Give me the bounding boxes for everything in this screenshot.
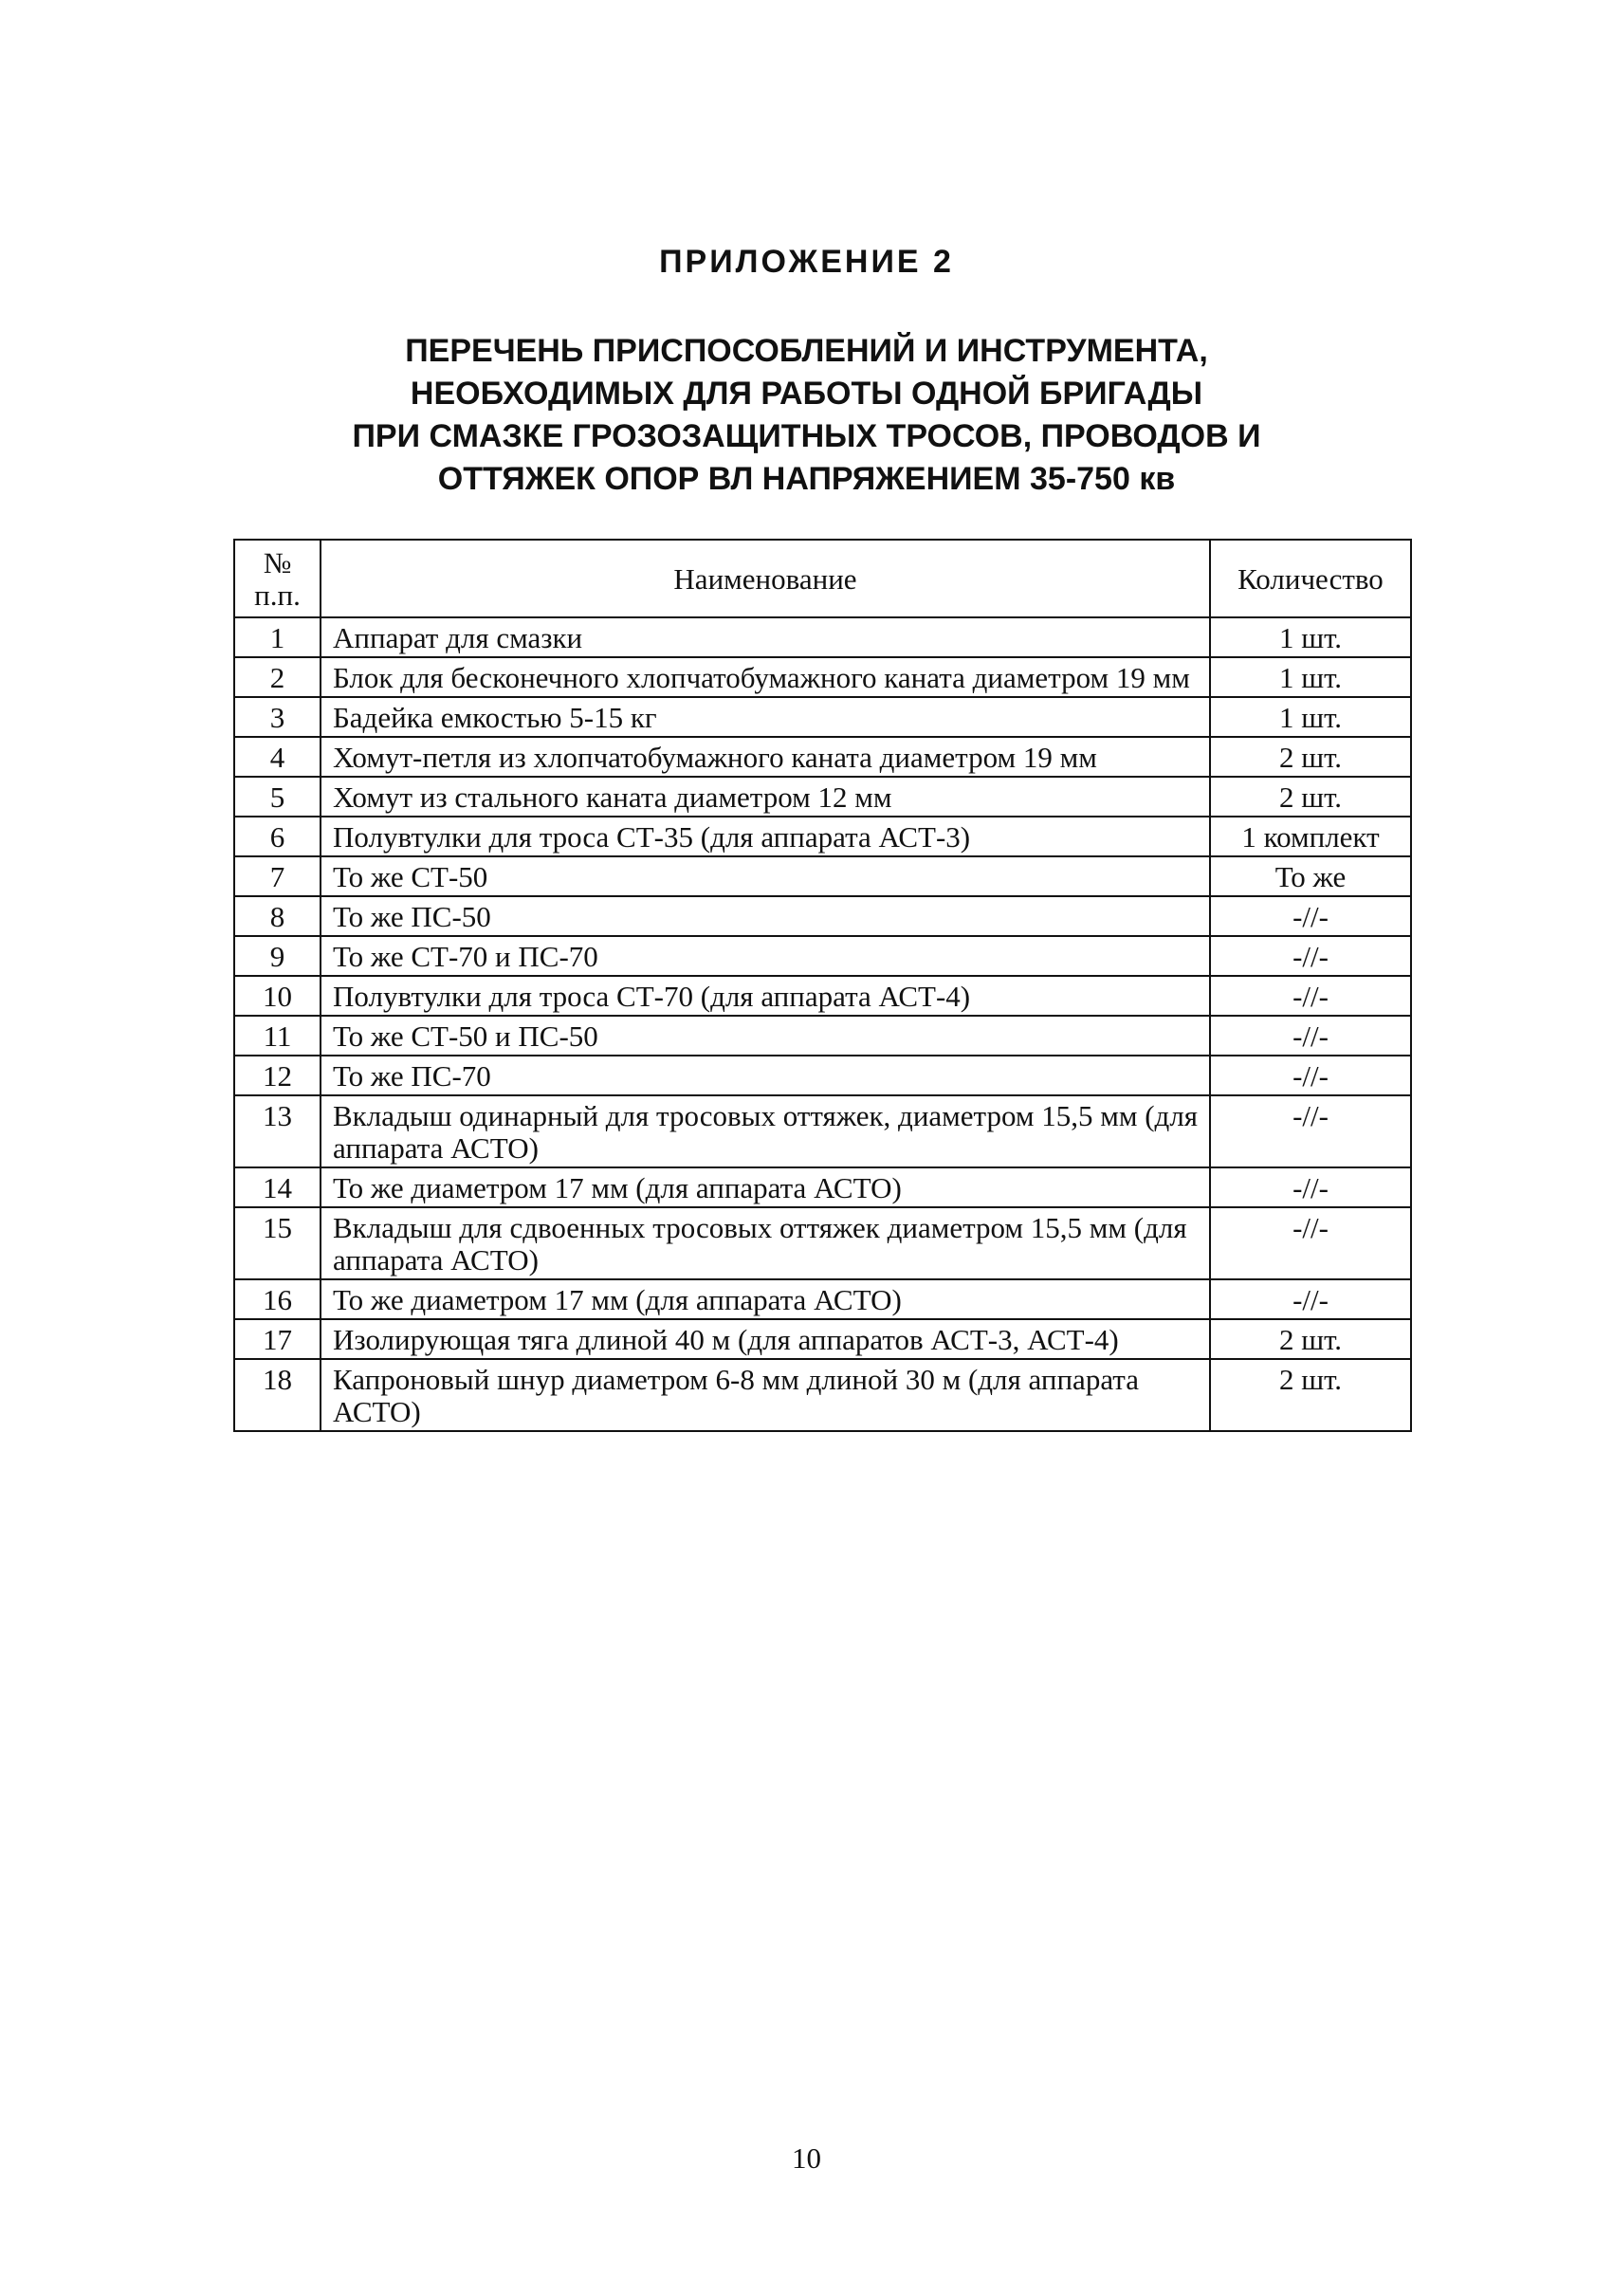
column-header-number-line2: п.п. — [254, 579, 301, 612]
row-number-cell: 17 — [234, 1319, 321, 1359]
row-number-cell: 4 — [234, 737, 321, 777]
row-name-cell: Хомут из стального каната диаметром 12 мм — [321, 777, 1210, 817]
table-row — [234, 617, 1411, 657]
row-quantity-cell: -//- — [1210, 1207, 1411, 1279]
row-name-cell: Хомут-петля из хлопчатобумажного каната диаметром 19 мм — [321, 737, 1210, 777]
row-number-cell: 6 — [234, 817, 321, 856]
document-heading — [0, 330, 1613, 501]
table-row — [234, 657, 1411, 697]
row-number-cell: 11 — [234, 1016, 321, 1056]
row-name-cell: Вкладыш одинарный для тросовых оттяжек, диаметром 15,5 мм (для аппарата АСТО) — [321, 1095, 1210, 1167]
table-row — [234, 737, 1411, 777]
table-row — [234, 1319, 1411, 1359]
row-quantity-cell: -//- — [1210, 936, 1411, 976]
table-row — [234, 896, 1411, 936]
row-name-cell: То же диаметром 17 мм (для аппарата АСТО) — [321, 1167, 1210, 1207]
row-quantity-cell: -//- — [1210, 1016, 1411, 1056]
row-number-cell: 7 — [234, 856, 321, 896]
table-row — [234, 697, 1411, 737]
heading-line: ПРИ СМАЗКЕ ГРОЗОЗАЩИТНЫХ ТРОСОВ, ПРОВОДОВ И — [352, 418, 1261, 454]
row-number-cell: 2 — [234, 657, 321, 697]
column-header-name: Наименование — [321, 540, 1210, 617]
row-name-cell: Аппарат для смазки — [321, 617, 1210, 657]
page-number: 10 — [792, 2141, 821, 2175]
table-row — [234, 1016, 1411, 1056]
row-number-cell: 15 — [234, 1207, 321, 1279]
table-body — [234, 617, 1411, 1431]
table-row — [234, 1056, 1411, 1095]
row-name-cell: То же диаметром 17 мм (для аппарата АСТО) — [321, 1279, 1210, 1319]
row-number-cell: 5 — [234, 777, 321, 817]
row-name-cell: Полувтулки для троса СТ-70 (для аппарата АСТ-4) — [321, 976, 1210, 1016]
table-row — [234, 1207, 1411, 1279]
table-row — [234, 777, 1411, 817]
row-number-cell: 3 — [234, 697, 321, 737]
row-number-cell: 12 — [234, 1056, 321, 1095]
row-name-cell: То же ПС-70 — [321, 1056, 1210, 1095]
appendix-label: ПРИЛОЖЕНИЕ 2 — [659, 244, 954, 280]
column-header-number-line1: № — [263, 546, 292, 579]
row-name-cell: Блок для бесконечного хлопчатобумажного каната диаметром 19 мм — [321, 657, 1210, 697]
row-quantity-cell: 2 шт. — [1210, 1319, 1411, 1359]
table-row — [234, 976, 1411, 1016]
row-number-cell: 18 — [234, 1359, 321, 1431]
row-quantity-cell: 1 шт. — [1210, 697, 1411, 737]
row-quantity-cell: 2 шт. — [1210, 777, 1411, 817]
row-quantity-cell: -//- — [1210, 1167, 1411, 1207]
row-name-cell: Полувтулки для троса СТ-35 (для аппарата АСТ-3) — [321, 817, 1210, 856]
equipment-table — [233, 539, 1412, 1432]
row-number-cell: 1 — [234, 617, 321, 657]
column-header-quantity: Количество — [1210, 540, 1411, 617]
table-row — [234, 1279, 1411, 1319]
heading-line: НЕОБХОДИМЫХ ДЛЯ РАБОТЫ ОДНОЙ БРИГАДЫ — [410, 376, 1203, 412]
row-name-cell: То же СТ-50 — [321, 856, 1210, 896]
row-number-cell: 14 — [234, 1167, 321, 1207]
row-quantity-cell: -//- — [1210, 1095, 1411, 1167]
row-quantity-cell: -//- — [1210, 1279, 1411, 1319]
row-number-cell: 13 — [234, 1095, 321, 1167]
row-name-cell: То же СТ-50 и ПС-50 — [321, 1016, 1210, 1056]
row-quantity-cell: 2 шт. — [1210, 737, 1411, 777]
equipment-table-container — [233, 539, 1410, 1432]
row-name-cell: Капроновый шнур диаметром 6-8 мм длиной 30 м (для аппарата АСТО) — [321, 1359, 1210, 1431]
table-row — [234, 1095, 1411, 1167]
table-row — [234, 856, 1411, 896]
row-number-cell: 8 — [234, 896, 321, 936]
row-quantity-cell: -//- — [1210, 976, 1411, 1016]
row-quantity-cell: То же — [1210, 856, 1411, 896]
row-number-cell: 16 — [234, 1279, 321, 1319]
row-number-cell: 9 — [234, 936, 321, 976]
row-name-cell: Бадейка емкостью 5-15 кг — [321, 697, 1210, 737]
heading-line: ПЕРЕЧЕНЬ ПРИСПОСОБЛЕНИЙ И ИНСТРУМЕНТА, — [405, 333, 1208, 369]
row-quantity-cell: -//- — [1210, 1056, 1411, 1095]
column-header-number — [234, 540, 321, 617]
heading-line: ОТТЯЖЕК ОПОР ВЛ НАПРЯЖЕНИЕМ 35-750 кв — [437, 461, 1176, 497]
row-quantity-cell: 1 шт. — [1210, 617, 1411, 657]
row-name-cell: То же СТ-70 и ПС-70 — [321, 936, 1210, 976]
row-name-cell: Вкладыш для сдвоенных тросовых оттяжек диаметром 15,5 мм (для аппарата АСТО) — [321, 1207, 1210, 1279]
table-row — [234, 1359, 1411, 1431]
table-header-row — [234, 540, 1411, 617]
row-quantity-cell: -//- — [1210, 896, 1411, 936]
row-name-cell: Изолирующая тяга длиной 40 м (для аппаратов АСТ-3, АСТ-4) — [321, 1319, 1210, 1359]
table-row — [234, 1167, 1411, 1207]
table-row — [234, 817, 1411, 856]
row-quantity-cell: 2 шт. — [1210, 1359, 1411, 1431]
row-quantity-cell: 1 комплект — [1210, 817, 1411, 856]
row-number-cell: 10 — [234, 976, 321, 1016]
table-row — [234, 936, 1411, 976]
row-quantity-cell: 1 шт. — [1210, 657, 1411, 697]
row-name-cell: То же ПС-50 — [321, 896, 1210, 936]
